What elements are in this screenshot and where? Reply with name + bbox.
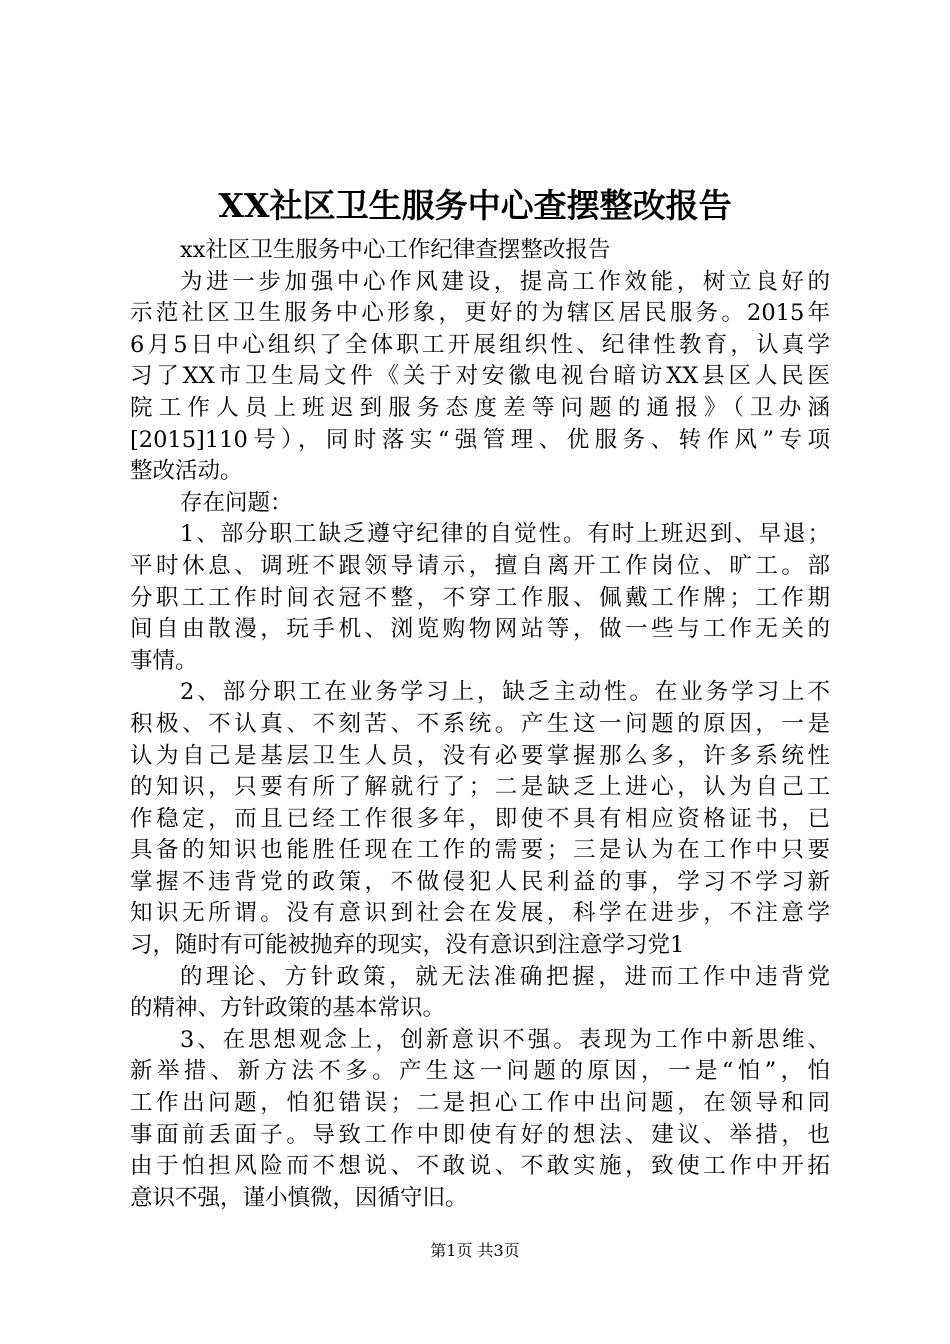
paragraph-line: 的知识，只要有所了解就行了；二是缺乏上进心，认为自己工: [130, 774, 830, 801]
paragraph-line: 工作出问题，怕犯错误；二是担心工作中出问题，在领导和同: [130, 1090, 830, 1117]
paragraph-line: 分职工工作时间衣冠不整，不穿工作服、佩戴工作牌；工作期: [130, 584, 830, 611]
paragraph-line: 习，随时有可能被抛弃的现实，没有意识到注意学习党1: [130, 932, 685, 959]
page-number: 第1页 共3页: [430, 1241, 520, 1260]
document-title: XX社区卫生服务中心查摆整改报告: [218, 186, 732, 225]
paragraph-line: 院工作人员上班迟到服务态度差等问题的通报》（卫办涵: [130, 394, 830, 421]
paragraph-line: 具备的知识也能胜任现在工作的需要；三是认为在工作中只要: [130, 837, 830, 864]
section-heading: 存在问题：: [180, 489, 293, 516]
paragraph-line: 1、部分职工缺乏遵守纪律的自觉性。有时上班迟到、早退；: [180, 521, 830, 548]
paragraph-line: 间自由散漫，玩手机、浏览购物网站等，做一些与工作无关的: [130, 616, 830, 643]
paragraph-line: 知识无所谓。没有意识到社会在发展，科学在进步，不注意学: [130, 900, 830, 927]
paragraph-line: 新举措、新方法不多。产生这一问题的原因，一是“怕”，怕: [130, 1058, 830, 1085]
document-body: [130, 235, 830, 1214]
paragraph-line: 的理论、方针政策，就无法准确把握，进而工作中违背党: [180, 963, 830, 990]
paragraph-line: 6月5日中心组织了全体职工开展组织性、纪律性教育，认真学: [130, 331, 830, 358]
paragraph-line: 事面前丢面子。导致工作中即使有好的想法、建议、举措，也: [130, 1121, 830, 1148]
paragraph-line: 示范社区卫生服务中心形象，更好的为辖区居民服务。2015年: [130, 300, 830, 327]
paragraph-line: 整改活动。: [130, 458, 243, 485]
paragraph-line: 积极、不认真、不刻苦、不系统。产生这一问题的原因，一是: [130, 710, 830, 737]
paragraph-line: 习了XX市卫生局文件《关于对安徽电视台暗访XX县区人民医: [130, 363, 830, 390]
paragraph-line: [2015]110号），同时落实“强管理、优服务、转作风”专项: [130, 426, 830, 453]
paragraph-line: 认为自己是基层卫生人员，没有必要掌握那么多，许多系统性: [130, 742, 830, 769]
paragraph-line: 平时休息、调班不跟领导请示，擅自离开工作岗位、旷工。部: [130, 552, 830, 579]
paragraph-line: 作稳定，而且已经工作很多年，即使不具有相应资格证书，已: [130, 805, 830, 832]
subtitle-line: xx社区卫生服务中心工作纪律查摆整改报告: [180, 237, 611, 263]
paragraph-line: 3、在思想观念上，创新意识不强。表现为工作中新思维、: [180, 1026, 830, 1053]
paragraph-line: 由于怕担风险而不想说、不敢说、不敢实施，致使工作中开拓: [130, 1153, 830, 1180]
paragraph-line: 事情。: [130, 647, 198, 674]
paragraph-line: 意识不强，谨小慎微，因循守旧。: [130, 1184, 468, 1211]
paragraph-line: 的精神、方针政策的基本常识。: [130, 995, 446, 1022]
paragraph-line: 为进一步加强中心作风建设，提高工作效能，树立良好的: [180, 268, 830, 295]
paragraph-line: 掌握不违背党的政策，不做侵犯人民利益的事，学习不学习新: [130, 868, 830, 895]
paragraph-line: 2、部分职工在业务学习上，缺乏主动性。在业务学习上不: [180, 679, 830, 706]
